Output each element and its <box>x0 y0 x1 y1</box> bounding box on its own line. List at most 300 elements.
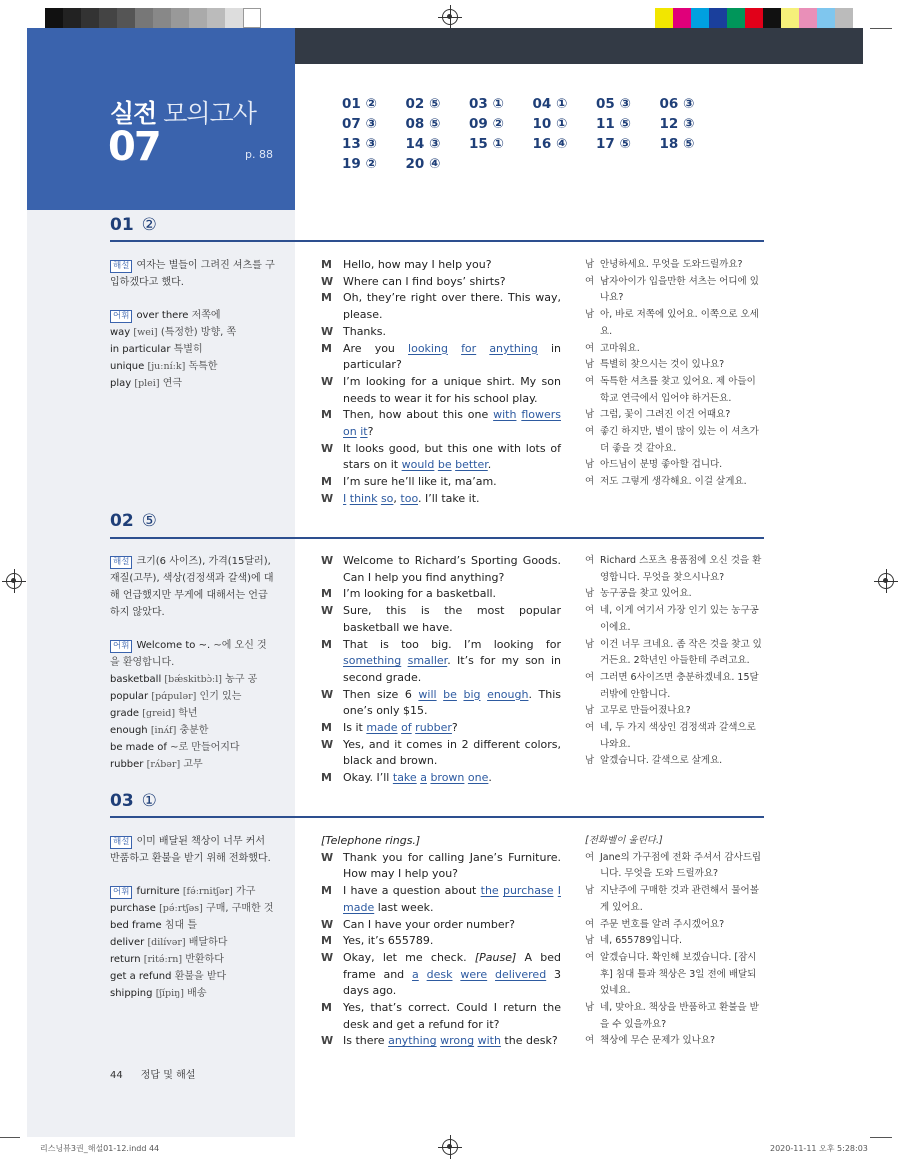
vocab-word: Welcome to ~. <box>136 640 211 651</box>
vocab-meaning: 배송 <box>187 988 207 999</box>
print-slug-file: 리스닝뷰3권_해설01-12.indd 44 <box>40 1144 160 1153</box>
dialog-segment: . It’s for my son in second grade. <box>343 654 561 684</box>
dialog-segment: in particular? <box>343 341 561 372</box>
dialog-text <box>343 770 561 787</box>
speaker-label: W <box>321 950 334 964</box>
translation-text: 그럼, 꽃이 그려진 이건 어때요? <box>600 409 731 421</box>
translation-text: 고마워요. <box>600 342 640 354</box>
dialog-line <box>321 720 561 737</box>
translation-line <box>585 1000 765 1033</box>
vocab-word: over there <box>136 310 189 321</box>
dialog-korean <box>585 257 765 491</box>
answer-item: 14 ③ <box>405 136 441 152</box>
dialog-segment: I’m looking for a unique shirt. My son needs to wear it for his school play. <box>343 374 561 405</box>
speaker-label: W <box>321 274 334 288</box>
translation-line <box>585 883 765 916</box>
dialog-text <box>343 324 561 341</box>
answer-item: 07 ③ <box>342 116 377 132</box>
dialog-text <box>343 374 561 407</box>
dialog-segment: Okay, let me check. <box>343 950 475 964</box>
speaker-label: W <box>321 687 334 701</box>
vocab-word: popular <box>110 691 149 702</box>
color-swatches <box>655 8 853 28</box>
speaker-label-korean: 여 <box>585 605 595 617</box>
dialog-line <box>321 341 561 374</box>
crop-mark <box>870 28 892 29</box>
speaker-label-korean: 여 <box>585 275 595 287</box>
dialog-line <box>321 687 561 720</box>
speaker-label-korean: 여 <box>585 851 595 863</box>
dialog-line <box>321 257 561 274</box>
translation-line <box>585 374 765 407</box>
vocab-phonetic: [bǽskitbɔ̀ːl] <box>164 674 222 685</box>
vocab-word: grade <box>110 708 140 719</box>
vocab-meaning: 저쪽에 <box>191 310 221 321</box>
dialog-segment <box>419 968 427 981</box>
vocab-meaning: 충분한 <box>179 725 209 736</box>
blank-answer: would <box>401 458 435 472</box>
dialog-line <box>321 374 561 407</box>
explanation-text: 이미 배달된 책상이 너무 커서 반품하고 환불을 받기 위해 전화했다. <box>110 836 271 864</box>
blank-answer: the <box>480 884 499 898</box>
crop-mark <box>870 1137 892 1138</box>
vocab-phonetic: [ritə́ːrn] <box>143 954 183 965</box>
dialog-segment: Welcome to Richard’s Sporting Goods. Can I help you find anything? <box>343 554 561 584</box>
blank-answer: a <box>412 967 419 981</box>
translation-line <box>585 553 765 586</box>
translation-line <box>585 753 765 770</box>
crop-mark <box>0 1137 20 1138</box>
dialog-line <box>321 407 561 440</box>
speaker-label-korean: 남 <box>585 1002 595 1014</box>
translation-line <box>585 1033 765 1050</box>
vocab-word: get a refund <box>110 971 172 982</box>
dialog-text <box>343 850 561 883</box>
answer-item: 04 ① <box>532 96 568 112</box>
registration-mark-left <box>6 573 22 589</box>
dialog-segment: Then, how about this one <box>343 408 494 422</box>
blank-answer: of <box>401 721 412 735</box>
blank-answer: looking <box>408 341 448 355</box>
exam-title: 실전 모의고사 <box>110 99 256 128</box>
dialog-korean <box>585 553 765 770</box>
translation-text: 알겠습니다. 갈색으로 살게요. <box>600 755 723 767</box>
speaker-label: W <box>321 554 334 567</box>
speaker-label: M <box>321 341 332 355</box>
speaker-label: W <box>321 850 334 864</box>
vocab-item <box>110 637 275 671</box>
translation-line <box>585 637 765 670</box>
question-heading: 01 ② <box>110 215 157 235</box>
vocab-item <box>110 756 275 773</box>
dialog-segment: Can I have your order number? <box>343 917 515 931</box>
blank-answer: desk <box>426 967 453 981</box>
vocab-item <box>110 917 275 934</box>
vocab-item <box>110 307 275 324</box>
blank-answer: were <box>460 967 488 981</box>
print-slug-datetime: 2020-11-11 오후 5:28:03 <box>770 1144 868 1153</box>
speaker-label-korean: 남 <box>585 409 595 421</box>
speaker-label: M <box>321 637 332 651</box>
translation-line <box>585 720 765 753</box>
dialog-english <box>321 833 561 1050</box>
speaker-label-korean: 남 <box>585 755 595 767</box>
dialog-segment: I have a question about <box>343 884 481 898</box>
dialog-segment: the desk? <box>500 1034 558 1048</box>
dialog-segment: Yes, that’s correct. Could I return the desk and get a refund for it? <box>343 1001 561 1031</box>
speaker-label: M <box>321 291 332 305</box>
speaker-label: M <box>321 1001 332 1015</box>
vocab-word: furniture <box>136 886 180 897</box>
speaker-label: W <box>321 491 334 505</box>
vocab-meaning: ~로 만들어지다 <box>170 742 240 753</box>
dialog-line <box>321 491 561 508</box>
answer-item: 03 ① <box>469 96 504 112</box>
blank-answer: flowers <box>521 408 561 422</box>
explanation-block <box>110 553 275 773</box>
translation-text: Jane의 가구점에 전화 주셔서 감사드립니다. 무엇을 도와 드릴까요? <box>600 851 762 880</box>
dialog-segment: . This one’s only $15. <box>343 687 561 718</box>
answer-item: 20 ④ <box>405 156 441 172</box>
answer-item: 11 ⑤ <box>596 116 631 132</box>
translation-text: 남자아이가 입을만한 셔츠는 어디에 있나요? <box>600 275 759 304</box>
dialog-text <box>343 441 561 474</box>
dialog-line <box>321 274 561 291</box>
registration-mark-right <box>878 573 894 589</box>
dialog-line <box>321 737 561 770</box>
dialog-segment: . <box>488 771 492 785</box>
dialog-segment: ? <box>451 721 458 735</box>
vocab-list <box>110 637 275 773</box>
dialog-segment: , <box>393 491 401 505</box>
vocab-word: way <box>110 327 131 338</box>
dialog-text <box>343 720 561 737</box>
page-number: 44 <box>110 1070 123 1081</box>
dialog-line <box>321 770 561 787</box>
dialog-line <box>321 603 561 636</box>
vocab-phonetic: [pɑ́pulər] <box>151 691 197 702</box>
speaker-label-korean: 여 <box>585 951 595 963</box>
dialog-text <box>343 274 561 291</box>
dialog-segment: . I’ll take it. <box>418 491 480 505</box>
vocab-word: purchase <box>110 903 156 914</box>
dialog-line <box>321 290 561 323</box>
vocab-item <box>110 705 275 722</box>
dialog-line <box>321 1000 561 1033</box>
vocab-item <box>110 375 275 392</box>
translation-text: 아, 바로 저쪽에 있어요. 이쪽으로 오세요. <box>600 309 759 337</box>
dialog-segment: A bed frame and <box>343 950 561 981</box>
dialog-segment <box>448 342 461 355</box>
vocab-item <box>110 722 275 739</box>
answer-item: 15 ① <box>469 136 504 152</box>
dialog-line <box>321 850 561 883</box>
speaker-label-korean: 남 <box>585 359 595 371</box>
vocab-meaning: 인기 있는 <box>199 691 242 702</box>
speaker-label: W <box>321 1034 334 1048</box>
vocab-word: shipping <box>110 988 153 999</box>
translation-line <box>585 950 765 1000</box>
vocab-tag: 어휘 <box>110 640 132 653</box>
blank-answer: so <box>380 491 394 505</box>
dialog-line <box>321 917 561 934</box>
translation-text: 농구공을 찾고 있어요. <box>600 588 692 600</box>
speaker-label-korean: 여 <box>585 555 595 566</box>
speaker-label-korean: 여 <box>585 918 595 930</box>
dialog-line <box>321 553 561 586</box>
header-dark-bar <box>295 28 863 64</box>
translation-line <box>585 933 765 950</box>
vocab-word: unique <box>110 361 145 372</box>
vocab-tag: 어휘 <box>110 310 132 323</box>
translation-text: 책상에 무슨 문제가 있나요? <box>600 1035 716 1047</box>
blank-answer: brown <box>430 771 465 785</box>
blank-answer: take <box>392 771 417 785</box>
dialog-segment: Where can I find boys’ shirts? <box>343 274 506 288</box>
dialog-line <box>321 637 561 687</box>
explanation-block <box>110 833 275 1002</box>
vocab-tag: 어휘 <box>110 886 132 899</box>
dialog-text <box>343 553 561 586</box>
answer-item: 01 ② <box>342 96 377 112</box>
vocab-item <box>110 934 275 951</box>
footer-label: 정답 및 해설 <box>140 1070 196 1081</box>
vocab-phonetic: [greid] <box>142 708 176 719</box>
vocab-list <box>110 883 275 1002</box>
answer-item: 16 ④ <box>532 136 568 152</box>
blank-answer: enough <box>487 687 529 701</box>
dialog-text <box>343 637 561 687</box>
speaker-label-korean: 남 <box>585 885 595 897</box>
explanation-text: 크기(6 사이즈), 가격(15달러), 재질(고무), 색상(검정색과 갈색)에 대해 언급했지만 무게에 대해서는 언급하지 않았다. <box>110 556 274 618</box>
dialog-segment: [Pause] <box>474 950 517 964</box>
vocab-item <box>110 968 275 985</box>
dialog-line <box>321 586 561 603</box>
vocab-word: bed frame <box>110 920 162 931</box>
section-divider <box>110 816 764 818</box>
dialog-text <box>343 603 561 636</box>
blank-answer: I <box>343 491 347 505</box>
vocab-phonetic: [fə́ːrnitʃər] <box>182 886 233 897</box>
vocab-meaning: 연극 <box>162 378 183 389</box>
speaker-label: M <box>321 408 332 422</box>
vocab-item <box>110 951 275 968</box>
translation-text: 좋긴 하지만, 별이 많이 있는 이 셔츠가 더 좋을 것 같아요. <box>600 426 759 454</box>
blank-answer: for <box>461 341 477 355</box>
answer-item: 09 ② <box>469 116 504 132</box>
dialog-line <box>321 950 561 1000</box>
dialog-text <box>343 883 561 916</box>
blank-answer: something <box>343 654 402 668</box>
speaker-label: M <box>321 587 332 601</box>
translation-line <box>585 357 765 374</box>
explanation-tag: 해설 <box>110 556 132 569</box>
speaker-label: W <box>321 324 334 338</box>
translation-text: 아드님이 분명 좋아할 겁니다. <box>600 459 723 471</box>
blank-answer: rubber <box>415 721 452 735</box>
vocab-meaning: (특정한) 방향, 쪽 <box>160 327 237 338</box>
speaker-label-korean: 여 <box>585 671 595 683</box>
answer-key <box>342 96 782 172</box>
speaker-label: M <box>321 771 332 785</box>
translation-line <box>585 407 765 424</box>
dialog-segment: Oh, they’re right over there. This way, please. <box>343 291 561 322</box>
vocab-phonetic: [juːníːk] <box>147 361 186 372</box>
speaker-label-korean: 여 <box>585 722 595 734</box>
dialog-segment: I’m sure he’ll like it, ma’am. <box>343 475 497 489</box>
translation-text: 안녕하세요. 무엇을 도와드릴까요? <box>600 259 743 270</box>
dialog-segment: Thanks. <box>343 324 387 338</box>
grayscale-swatches <box>45 8 261 28</box>
stage-direction-korean: [전화벨이 울린다.] <box>585 835 663 846</box>
dialog-text <box>343 257 561 274</box>
dialog-text <box>343 687 561 720</box>
explanation-text: 여자는 별들이 그려진 셔츠를 구입하겠다고 했다. <box>110 260 275 288</box>
dialog-segment: last week. <box>374 900 434 914</box>
dialog-segment: Sure, this is the most popular basketball we have. <box>343 604 561 634</box>
blank-answer: anything <box>388 1034 437 1048</box>
vocab-phonetic: [pə́ːrtʃəs] <box>159 903 203 914</box>
translation-text: Richard 스포츠 용품점에 오신 것을 환영합니다. 무엇을 찾으시나요? <box>600 555 762 583</box>
page-reference: p. 88 <box>245 148 273 161</box>
translation-text: 네, 두 가지 색상인 검정색과 갈색으로 나와요. <box>600 722 756 750</box>
vocab-phonetic: [ʃípiŋ] <box>155 988 184 999</box>
dialog-line <box>321 883 561 916</box>
dialog-text <box>343 1033 561 1050</box>
vocab-word: return <box>110 954 141 965</box>
dialog-line <box>321 933 561 950</box>
dialog-segment: Then size 6 <box>343 687 419 701</box>
exam-number: 07 <box>108 124 160 170</box>
blank-answer: with <box>493 408 517 422</box>
blank-answer: made <box>343 900 375 914</box>
translation-text: 특별히 찾으시는 것이 있나요? <box>600 359 725 371</box>
dialog-line <box>321 1033 561 1050</box>
vocab-item <box>110 985 275 1002</box>
translation-line <box>585 603 765 636</box>
speaker-label-korean: 여 <box>585 476 595 488</box>
dialog-segment <box>487 968 495 981</box>
explanation-tag: 해설 <box>110 260 132 273</box>
vocab-word: play <box>110 378 132 389</box>
dialog-text <box>343 1000 561 1033</box>
explanation-block <box>110 257 275 392</box>
speaker-label-korean: 여 <box>585 426 595 438</box>
answer-item: 19 ② <box>342 156 377 172</box>
vocab-word: enough <box>110 725 148 736</box>
dialog-segment: Yes, and it comes in 2 different colors, black and brown. <box>343 737 561 768</box>
dialog-segment: Is it <box>343 721 367 735</box>
page-footer <box>110 1066 195 1081</box>
answer-item: 17 ⑤ <box>596 136 631 152</box>
speaker-label: M <box>321 258 332 271</box>
vocab-word: deliver <box>110 937 145 948</box>
translation-text: 독특한 셔츠를 찾고 있어요. 제 아들이 학교 연극에서 입어야 하거든요. <box>600 375 756 404</box>
dialog-line <box>321 441 561 474</box>
dialog-segment: Is there <box>343 1034 389 1048</box>
answer-item: 18 ⑤ <box>659 136 695 152</box>
blank-answer: with <box>477 1034 501 1048</box>
translation-text: 알겠습니다. 확인해 보겠습니다. [잠시 후] 침대 틀과 책상은 3일 전에 배달되었네요. <box>600 951 757 997</box>
vocab-meaning: 침대 틀 <box>164 920 198 931</box>
speaker-label-korean: 남 <box>585 705 595 717</box>
vocab-word: be made of <box>110 742 167 753</box>
speaker-label-korean: 남 <box>585 309 595 321</box>
speaker-label: M <box>321 884 332 898</box>
speaker-label-korean: 여 <box>585 342 595 354</box>
dialog-segment: Thank you for calling Jane’s Furniture. How may I help you? <box>343 850 561 881</box>
translation-line <box>585 703 765 720</box>
vocab-meaning: 고무 <box>183 759 203 770</box>
vocab-item <box>110 900 275 917</box>
vocab-item <box>110 671 275 688</box>
translation-line <box>585 670 765 703</box>
speaker-label: W <box>321 441 334 455</box>
translation-line <box>585 274 765 307</box>
translation-text: 이건 너무 크네요. 좀 작은 것을 찾고 있거든요. 2학년인 아들한테 주려고요. <box>600 638 762 667</box>
translation-line <box>585 850 765 883</box>
vocab-meaning: 배달하다 <box>188 937 228 948</box>
blank-answer: anything <box>489 341 538 355</box>
dialog-english <box>321 553 561 787</box>
blank-answer: it <box>360 425 368 439</box>
dialog-text <box>343 491 561 508</box>
vocab-item <box>110 358 275 375</box>
vocab-meaning: 구매, 구매한 것 <box>206 903 274 914</box>
translation-line <box>585 307 765 340</box>
translation-text: 지난주에 구매한 것과 관련해서 물어볼 게 있어요. <box>600 885 759 913</box>
speaker-label-korean: 남 <box>585 638 595 650</box>
answer-item: 02 ⑤ <box>405 96 441 112</box>
dialog-text <box>343 737 561 770</box>
speaker-label-korean: 여 <box>585 375 595 387</box>
dialog-line <box>321 474 561 491</box>
vocab-item <box>110 324 275 341</box>
translation-line <box>585 474 765 491</box>
blank-answer: be <box>443 687 457 701</box>
vocab-meaning: 가구 <box>236 886 256 897</box>
dialog-segment: I’m looking for a basketball. <box>343 587 497 601</box>
question-heading: 03 ① <box>110 791 157 811</box>
dialog-segment: Yes, it’s 655789. <box>343 934 434 948</box>
blank-answer: one <box>467 771 489 785</box>
blank-answer: purchase <box>502 884 554 898</box>
speaker-label: W <box>321 737 334 751</box>
vocab-item <box>110 341 275 358</box>
vocab-phonetic: [dilívər] <box>147 937 186 948</box>
vocab-item <box>110 739 275 756</box>
dialog-text <box>343 950 561 1000</box>
blank-answer: smaller <box>407 654 448 668</box>
translation-line <box>585 457 765 474</box>
translation-line <box>585 341 765 358</box>
vocab-phonetic: [inʌ́f] <box>150 725 177 736</box>
dialog-segment: ? <box>367 425 374 439</box>
blank-answer: better <box>455 458 488 472</box>
dialog-segment: Okay. I’ll <box>343 771 393 785</box>
vocab-phonetic: [plei] <box>134 378 160 389</box>
blank-answer: will <box>418 687 437 701</box>
translation-text: 고무로 만들어졌나요? <box>600 705 691 717</box>
blank-answer: be <box>437 458 452 472</box>
dialog-line <box>321 324 561 341</box>
question-heading: 02 ⑤ <box>110 511 157 531</box>
translation-text: 저도 그렇게 생각해요. 이걸 살게요. <box>600 476 747 488</box>
vocab-word: rubber <box>110 759 144 770</box>
blank-answer: think <box>349 491 378 505</box>
speaker-label-korean: 남 <box>585 935 595 947</box>
speaker-label-korean: 남 <box>585 588 595 600</box>
